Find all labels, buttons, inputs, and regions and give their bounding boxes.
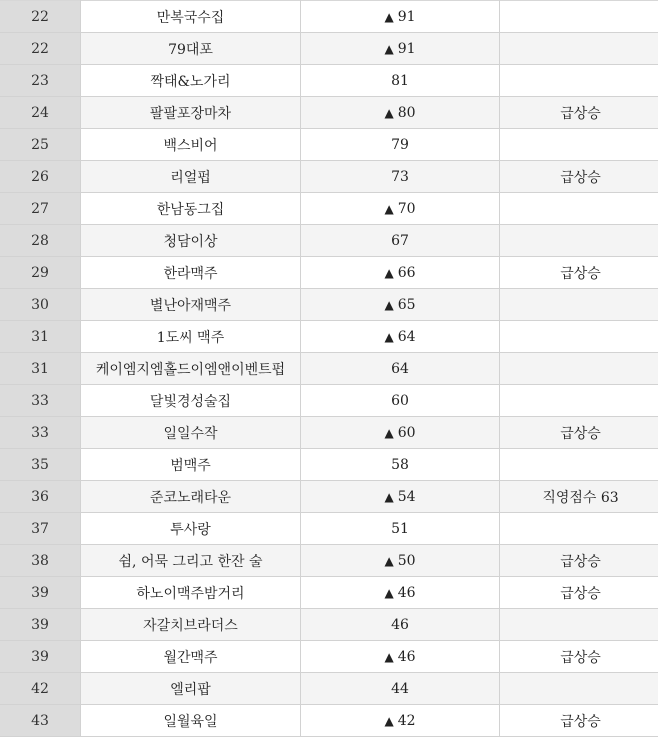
store-name-cell: 일일수작 — [81, 417, 301, 449]
store-name-cell: 달빛경성술집 — [81, 385, 301, 417]
store-name-cell: 범맥주 — [81, 449, 301, 481]
table-row — [0, 417, 658, 449]
score-cell — [301, 321, 500, 353]
score-cell — [301, 641, 500, 673]
score-value: 66 — [397, 264, 416, 281]
score-value: 51 — [391, 520, 409, 537]
store-name-cell: 리얼펍 — [81, 161, 301, 193]
score-cell — [301, 705, 500, 737]
rank-cell: 25 — [0, 129, 81, 161]
note-cell — [500, 1, 658, 33]
rank-cell: 27 — [0, 193, 81, 225]
table-row — [0, 129, 658, 161]
store-name-cell: 79대포 — [81, 33, 301, 65]
note-cell — [500, 289, 658, 321]
up-arrow-icon: ▲ — [384, 329, 394, 344]
score-cell — [301, 673, 500, 705]
score-cell — [301, 417, 500, 449]
up-arrow-icon: ▲ — [384, 489, 394, 504]
score-value: 73 — [391, 168, 409, 185]
score-cell — [301, 33, 500, 65]
up-arrow-icon: ▲ — [384, 105, 394, 120]
rank-cell: 22 — [0, 1, 81, 33]
score-value: 65 — [397, 296, 416, 313]
up-arrow-icon: ▲ — [384, 649, 394, 664]
table-row — [0, 65, 658, 97]
note-cell: 직영점수 63 — [500, 481, 658, 513]
score-value: 58 — [391, 456, 409, 473]
up-arrow-icon: ▲ — [384, 9, 394, 24]
table-row — [0, 97, 658, 129]
score-cell — [301, 545, 500, 577]
score-cell — [301, 129, 500, 161]
up-arrow-icon: ▲ — [384, 425, 394, 440]
score-cell — [301, 65, 500, 97]
table-row — [0, 641, 658, 673]
rank-cell: 26 — [0, 161, 81, 193]
note-cell — [500, 65, 658, 97]
store-name-cell: 일월육일 — [81, 705, 301, 737]
table-row — [0, 353, 658, 385]
table-row — [0, 385, 658, 417]
up-arrow-icon: ▲ — [384, 201, 394, 216]
rank-cell: 39 — [0, 609, 81, 641]
rank-cell: 38 — [0, 545, 81, 577]
rank-cell: 33 — [0, 385, 81, 417]
score-value: 60 — [397, 424, 416, 441]
store-name-cell: 케이엠지엠홀드이엠앤이벤트펍 — [81, 353, 301, 385]
rank-cell: 31 — [0, 321, 81, 353]
note-cell: 급상승 — [500, 577, 658, 609]
score-value: 67 — [391, 232, 409, 249]
note-cell: 급상승 — [500, 97, 658, 129]
note-cell — [500, 449, 658, 481]
rank-cell: 29 — [0, 257, 81, 289]
score-cell — [301, 257, 500, 289]
table-row — [0, 449, 658, 481]
note-cell — [500, 129, 658, 161]
table-row — [0, 513, 658, 545]
score-value: 50 — [397, 552, 416, 569]
table-row — [0, 1, 658, 33]
store-name-cell: 백스비어 — [81, 129, 301, 161]
score-cell — [301, 161, 500, 193]
note-cell: 급상승 — [500, 641, 658, 673]
note-cell: 급상승 — [500, 161, 658, 193]
score-cell — [301, 97, 500, 129]
rank-cell: 39 — [0, 641, 81, 673]
score-cell — [301, 225, 500, 257]
table-row — [0, 33, 658, 65]
table-row — [0, 321, 658, 353]
note-cell — [500, 225, 658, 257]
store-name-cell: 1도씨 맥주 — [81, 321, 301, 353]
rank-cell: 33 — [0, 417, 81, 449]
table-row — [0, 193, 658, 225]
table-row — [0, 609, 658, 641]
score-value: 70 — [397, 200, 416, 217]
score-value: 46 — [391, 616, 409, 633]
note-cell — [500, 673, 658, 705]
table-row — [0, 289, 658, 321]
rank-cell: 35 — [0, 449, 81, 481]
score-value: 60 — [391, 392, 409, 409]
table-row — [0, 673, 658, 705]
table-row — [0, 481, 658, 513]
score-cell — [301, 609, 500, 641]
store-name-cell: 투사랑 — [81, 513, 301, 545]
score-cell — [301, 385, 500, 417]
score-value: 91 — [397, 40, 416, 57]
store-name-cell: 청담이상 — [81, 225, 301, 257]
note-cell: 급상승 — [500, 257, 658, 289]
store-name-cell: 쉼, 어묵 그리고 한잔 술 — [81, 545, 301, 577]
rank-cell: 23 — [0, 65, 81, 97]
note-cell — [500, 385, 658, 417]
store-name-cell: 별난아재맥주 — [81, 289, 301, 321]
score-cell — [301, 513, 500, 545]
table-row — [0, 577, 658, 609]
ranking-table-body — [0, 1, 658, 737]
note-cell — [500, 321, 658, 353]
score-value: 42 — [397, 712, 416, 729]
note-cell — [500, 513, 658, 545]
note-cell: 급상승 — [500, 417, 658, 449]
score-cell — [301, 193, 500, 225]
rank-cell: 22 — [0, 33, 81, 65]
table-row — [0, 161, 658, 193]
store-name-cell: 하노이맥주밤거리 — [81, 577, 301, 609]
score-value: 54 — [397, 488, 416, 505]
score-cell — [301, 577, 500, 609]
score-cell — [301, 1, 500, 33]
up-arrow-icon: ▲ — [384, 297, 394, 312]
rank-cell: 28 — [0, 225, 81, 257]
store-name-cell: 한남동그집 — [81, 193, 301, 225]
up-arrow-icon: ▲ — [384, 713, 394, 728]
up-arrow-icon: ▲ — [384, 585, 394, 600]
score-cell — [301, 481, 500, 513]
table-row — [0, 257, 658, 289]
table-row — [0, 225, 658, 257]
score-value: 81 — [391, 72, 409, 89]
rank-cell: 36 — [0, 481, 81, 513]
score-value: 79 — [391, 136, 409, 153]
score-value: 44 — [391, 680, 409, 697]
score-cell — [301, 449, 500, 481]
store-name-cell: 엘리팝 — [81, 673, 301, 705]
up-arrow-icon: ▲ — [384, 265, 394, 280]
score-cell — [301, 353, 500, 385]
store-name-cell: 준코노래타운 — [81, 481, 301, 513]
note-cell — [500, 33, 658, 65]
score-value: 91 — [397, 8, 416, 25]
score-value: 80 — [397, 104, 416, 121]
note-cell: 급상승 — [500, 705, 658, 737]
up-arrow-icon: ▲ — [384, 41, 394, 56]
store-name-cell: 짝태&노가리 — [81, 65, 301, 97]
score-cell — [301, 289, 500, 321]
rank-cell: 31 — [0, 353, 81, 385]
score-value: 64 — [397, 328, 416, 345]
store-name-cell: 만복국수집 — [81, 1, 301, 33]
store-name-cell: 팔팔포장마차 — [81, 97, 301, 129]
rank-cell: 39 — [0, 577, 81, 609]
rank-cell: 24 — [0, 97, 81, 129]
table-row — [0, 705, 658, 737]
rank-cell: 42 — [0, 673, 81, 705]
note-cell — [500, 353, 658, 385]
store-name-cell: 한라맥주 — [81, 257, 301, 289]
note-cell — [500, 193, 658, 225]
table-row — [0, 545, 658, 577]
score-value: 64 — [391, 360, 409, 377]
store-name-cell: 자갈치브라더스 — [81, 609, 301, 641]
rank-cell: 30 — [0, 289, 81, 321]
rank-cell: 37 — [0, 513, 81, 545]
rank-cell: 43 — [0, 705, 81, 737]
note-cell: 급상승 — [500, 545, 658, 577]
store-name-cell: 월간맥주 — [81, 641, 301, 673]
score-value: 46 — [397, 584, 416, 601]
note-cell — [500, 609, 658, 641]
score-value: 46 — [397, 648, 416, 665]
up-arrow-icon: ▲ — [384, 553, 394, 568]
